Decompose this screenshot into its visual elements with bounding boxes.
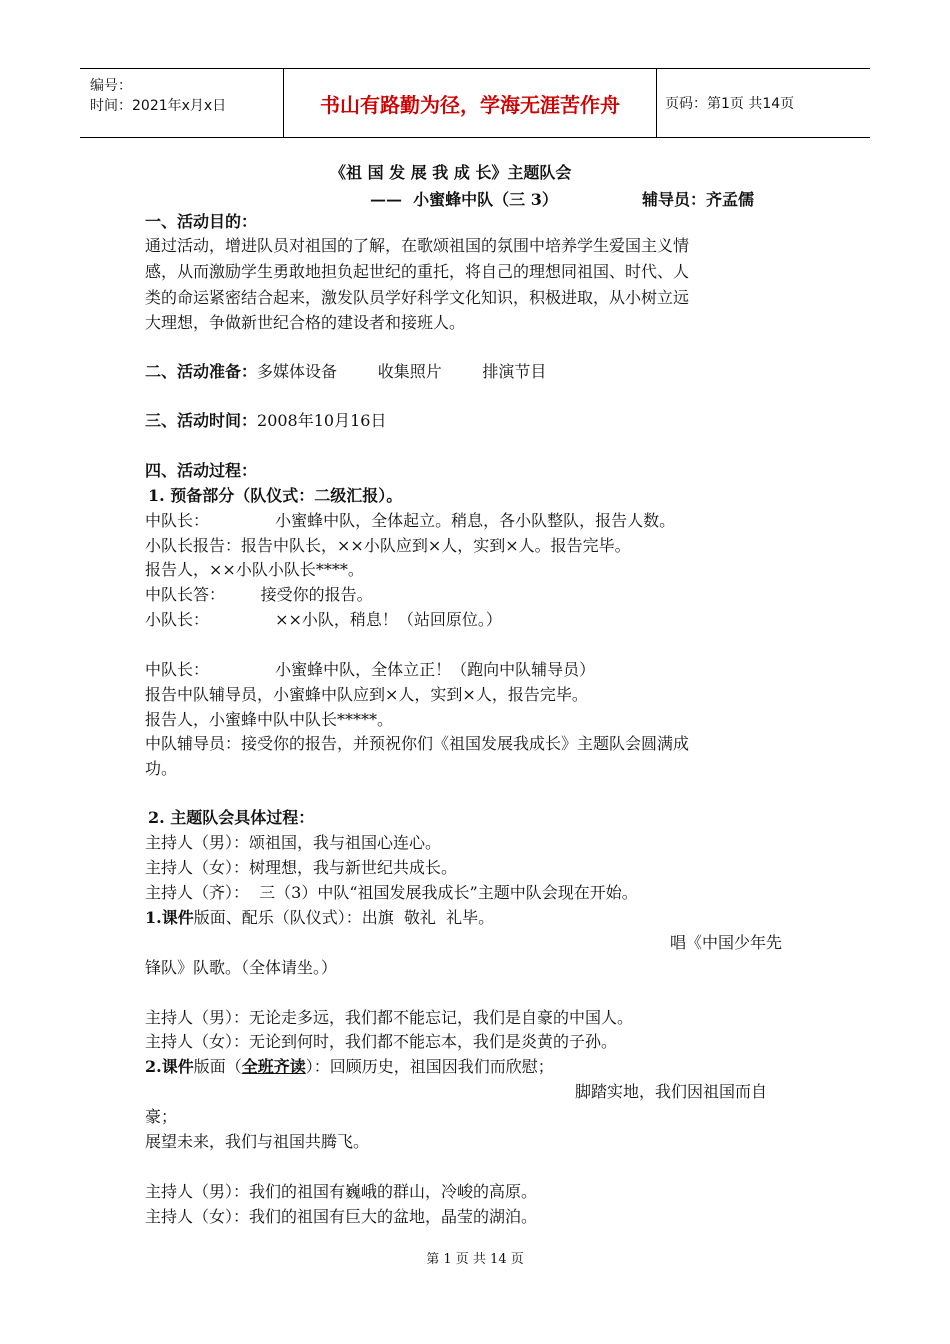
- header-info-cell: [80, 69, 284, 137]
- section-2-text: 多媒体设备 收集照片 排演节目: [257, 362, 547, 381]
- host-line: 主持人（男）：无论走多远，我们都不能忘记，我们是自豪的中国人。: [145, 1008, 634, 1027]
- page-footer: 第 1 页 共 14 页: [426, 1252, 524, 1267]
- header-time: 时间：2021年x月x日: [90, 98, 227, 114]
- part-2-heading: 2. 主题队会具体过程：: [148, 808, 315, 827]
- section-1-heading: 一、活动目的：: [145, 212, 258, 231]
- part-1-line: 中队长： 小蜜蜂中队，全体立正！（跑向中队辅导员）: [145, 660, 596, 679]
- part-1-line: 小队长： ××小队，稍息！（站回原位。）: [145, 610, 502, 629]
- courseware-1-text: 版面、配乐（队仪式）：出旗 敬礼 礼毕。: [193, 908, 495, 927]
- section-1-line: 大理想，争做新世纪合格的建设者和接班人。: [145, 313, 466, 332]
- part-1-line: 小队长报告：报告中队长，××小队应到×人，实到×人。报告完毕。: [145, 536, 631, 555]
- courseware-2-right: 脚踏实地，我们因祖国而自: [575, 1082, 768, 1101]
- doc-title: 《祖 国 发 展 我 成 长》主题队会: [330, 163, 572, 182]
- section-3-heading: 三、活动时间：: [145, 411, 258, 430]
- part-1-heading: 1. 预备部分（队仪式：二级汇报）。: [148, 486, 403, 505]
- doc-subtitle: —— 小蜜蜂中队（三 3）: [370, 190, 558, 209]
- courseware-1: [145, 908, 494, 928]
- courseware-2-label: 课件: [161, 1057, 194, 1076]
- part-2-line: 主持人（齐）： 三（3）中队“祖国发展我成长”主题中队会现在开始。: [145, 883, 638, 902]
- courseware-2-text: ）：回顾历史，祖国因我们而欣慰；: [305, 1057, 554, 1076]
- courseware-2-cont: 豪；: [145, 1107, 178, 1126]
- section-4-heading: 四、活动过程：: [145, 461, 258, 480]
- courseware-1-right: 唱《中国少年先: [670, 933, 783, 952]
- doc-counselor: 辅导员：齐孟儒: [642, 190, 755, 209]
- header-page-info: 页码：第1页 共14页: [665, 96, 795, 112]
- courseware-1-cont: 锋队》队歌。（全体请坐。）: [145, 958, 338, 977]
- courseware-2-underlined: 全班齐读: [241, 1057, 306, 1076]
- part-1-line: 报告人，小蜜蜂中队中队长*****。: [145, 710, 394, 729]
- courseware-1-label: 课件: [161, 908, 194, 927]
- section-1-line: 类的命运紧密结合起来，激发队员学好科学文化知识，积极进取，从小树立远: [145, 288, 690, 307]
- section-2: [145, 362, 546, 382]
- courseware-2: [145, 1057, 554, 1077]
- page-header-table: [80, 68, 870, 138]
- section-3: [145, 411, 386, 431]
- part-1-line: 中队长： 小蜜蜂中队，全体起立。稍息，各小队整队，报告人数。: [145, 511, 676, 530]
- part-2-line: 主持人（男）：颂祖国，我与祖国心连心。: [145, 833, 442, 852]
- section-3-text: 2008年10月16日: [257, 411, 387, 430]
- courseware-2-mid: 版面（: [193, 1057, 242, 1076]
- courseware-2-number: 2.: [145, 1057, 162, 1076]
- section-2-heading: 二、活动准备：: [145, 362, 258, 381]
- host-line: 主持人（男）：我们的祖国有巍峨的群山，冷峻的高原。: [145, 1182, 538, 1201]
- part-1-line: 报告人，××小队小队长****。: [145, 560, 364, 579]
- courseware-2-cont: 展望未来，我们与祖国共腾飞。: [145, 1132, 370, 1151]
- courseware-1-number: 1.: [145, 908, 162, 927]
- host-line: 主持人（女）：我们的祖国有巨大的盆地，晶莹的湖泊。: [145, 1207, 538, 1226]
- part-1-line: 中队辅导员：接受你的报告，并预祝你们《祖国发展我成长》主题队会圆满成: [145, 734, 690, 753]
- part-1-line: 中队长答： 接受你的报告。: [145, 585, 373, 604]
- header-number: 编号：: [90, 78, 132, 94]
- host-line: 主持人（女）：无论到何时，我们都不能忘本，我们是炎黄的子孙。: [145, 1032, 618, 1051]
- section-1-line: 感，从而激励学生勇敢地担负起世纪的重托，将自己的理想同祖国、时代、人: [145, 262, 690, 281]
- section-1-line: 通过活动，增进队员对祖国的了解，在歌颂祖国的氛围中培养学生爱国主义情: [145, 236, 690, 255]
- part-1-line: 报告中队辅导员，小蜜蜂中队应到×人，实到×人，报告完毕。: [145, 685, 588, 704]
- part-2-line: 主持人（女）：树理想，我与新世纪共成长。: [145, 858, 458, 877]
- header-motto: 书山有路勤为径，学海无涯苦作舟: [284, 69, 657, 137]
- part-1-line: 功。: [145, 759, 178, 778]
